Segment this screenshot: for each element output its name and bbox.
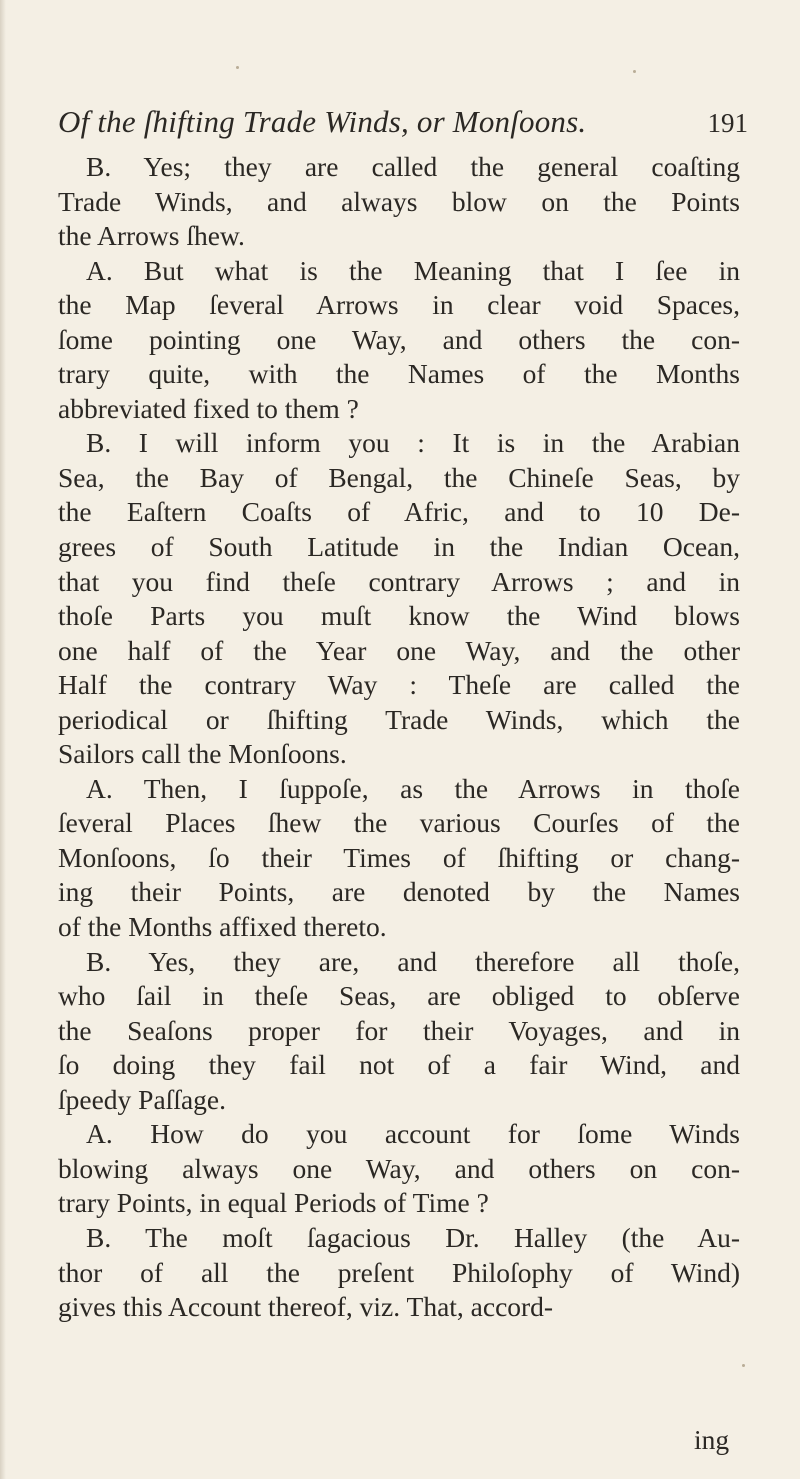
- text-line: the Arrows ſhew.: [58, 220, 245, 252]
- text-line: ſo doing they fail not of a fair Wind, and: [58, 1049, 740, 1081]
- page-number: 191: [707, 108, 748, 138]
- text-line: one half of the Year one Way, and the other: [58, 634, 740, 666]
- text-line: the Map ſeveral Arrows in clear void Spaces,: [58, 289, 740, 321]
- text-line: grees of South Latitude in the Indian Ocean,: [58, 531, 740, 563]
- text-line: that you find theſe contrary Arrows ; and in: [58, 565, 740, 597]
- body-text: [58, 150, 740, 1325]
- paper-speck: [236, 66, 239, 69]
- text-line: ſpeedy Paſſage.: [58, 1083, 226, 1115]
- text-line: the Eaſtern Coaſts of Afric, and to 10 De-: [58, 496, 740, 528]
- catchword: ing: [694, 1424, 730, 1455]
- text-line: abbreviated fixed to them ?: [58, 392, 359, 424]
- page-edge-shadow: [0, 0, 6, 1479]
- text-line: B. Yes, they are, and therefore all thoſe,: [86, 945, 740, 977]
- text-line: periodical or ſhifting Trade Winds, which the: [58, 703, 740, 735]
- paper-speck: [742, 1364, 745, 1367]
- text-line: A. How do you account for ſome Winds: [86, 1118, 740, 1150]
- text-line: gives this Account thereof, viz. That, accord-: [58, 1291, 554, 1323]
- text-line: of the Months affixed thereto.: [58, 911, 387, 943]
- paper-speck: [633, 70, 636, 73]
- text-line: Sea, the Bay of Bengal, the Chineſe Seas, by: [58, 461, 740, 493]
- text-line: thor of all the preſent Philoſophy of Wind): [58, 1256, 740, 1288]
- text-line: B. The moſt ſagacious Dr. Halley (the Au-: [86, 1221, 740, 1253]
- text-line: Sailors call the Monſoons.: [58, 738, 347, 770]
- text-line: Trade Winds, and always blow on the Points: [58, 185, 740, 217]
- text-line: A. But what is the Meaning that I ſee in: [86, 254, 740, 286]
- text-line: trary Points, in equal Periods of Time ?: [58, 1187, 489, 1219]
- text-line: A. Then, I ſuppoſe, as the Arrows in thoſe: [86, 772, 740, 804]
- text-line: ing their Points, are denoted by the Names: [58, 876, 740, 908]
- text-line: ſeveral Places ſhew the various Courſes of the: [58, 807, 740, 839]
- text-line: the Seaſons proper for their Voyages, and in: [58, 1014, 740, 1046]
- text-line: blowing always one Way, and others on con-: [58, 1152, 740, 1184]
- running-title: Of the ſhifting Trade Winds, or Monſoons.: [58, 104, 587, 139]
- text-line: Monſoons, ſo their Times of ſhifting or chang-: [58, 841, 740, 873]
- text-line: thoſe Parts you muſt know the Wind blows: [58, 600, 740, 632]
- text-line: Half the contrary Way : Theſe are called the: [58, 669, 740, 701]
- text-line: who ſail in theſe Seas, are obliged to obſerve: [58, 980, 740, 1012]
- page-header: [58, 104, 748, 144]
- text-line: B. Yes; they are called the general coaſting: [86, 151, 740, 182]
- text-line: B. I will inform you : It is in the Arabian: [86, 427, 740, 459]
- text-line: ſome pointing one Way, and others the con-: [58, 323, 740, 355]
- text-line: trary quite, with the Names of the Months: [58, 358, 740, 390]
